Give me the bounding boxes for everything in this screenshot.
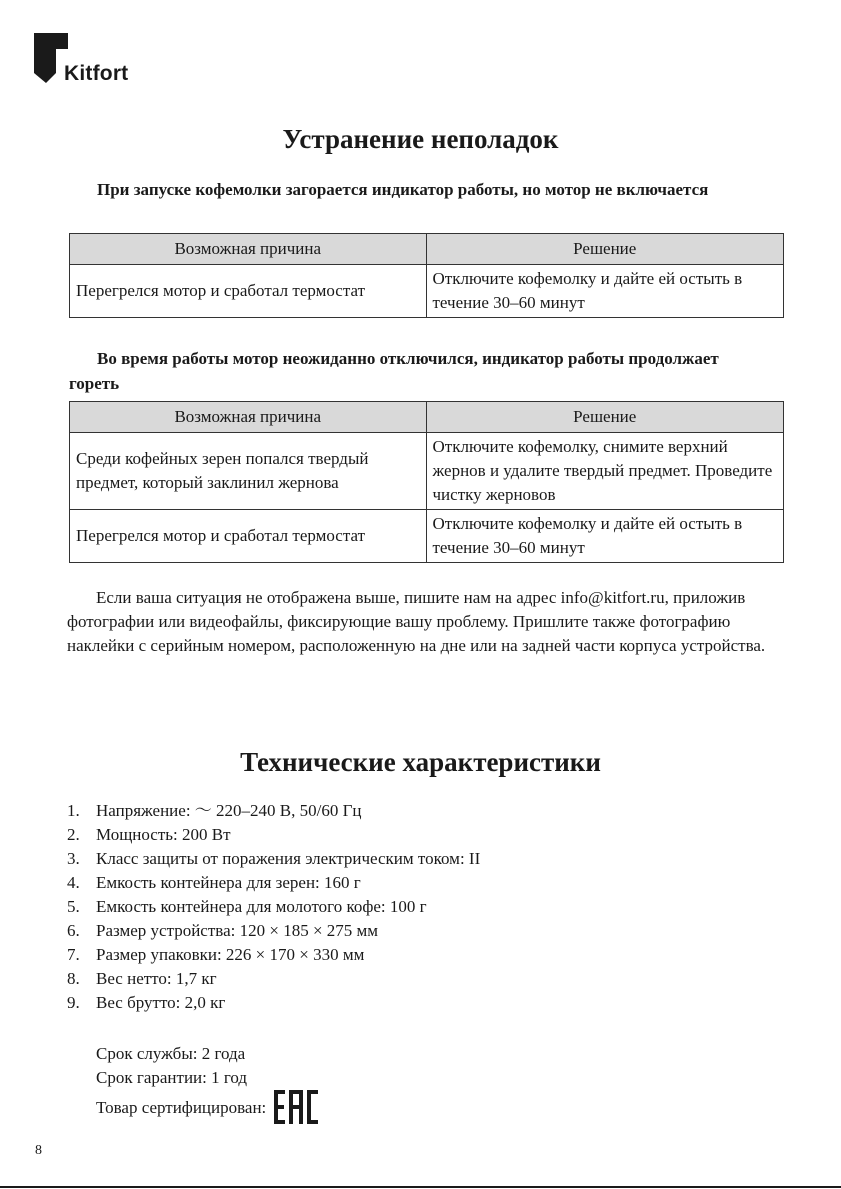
troubleshooting-table [69,401,784,563]
page-number: 8 [35,1143,42,1158]
list-item: 6. Размер устройства: 120 × 185 × 275 мм [67,921,379,940]
eac-mark-icon [274,1090,318,1124]
troubleshooting-title: Устранение неполадок [282,124,559,154]
table-row [70,433,784,510]
column-header-solution: Решение [426,402,784,433]
list-item: 7. Размер упаковки: 226 × 170 × 330 мм [67,945,365,964]
solution-cell: Отключите кофемолку и дайте ей остыть в течение 30–60 минут [426,510,784,563]
warranty-period: Срок гарантии: 1 год [96,1068,248,1087]
service-life: Срок службы: 2 года [96,1044,246,1063]
specifications-list [67,799,480,1015]
divider [0,1186,841,1188]
table-row [70,265,784,318]
list-item: 5. Емкость контейнера для молотого кофе: 100 г [67,897,427,916]
list-item: 4. Емкость контейнера для зерен: 160 г [67,873,361,892]
table-header-row [70,402,784,433]
column-header-cause: Возможная причина [70,234,427,265]
issue-heading: Во время работы мотор неожиданно отключился, индикатор работы продолжает гореть [69,349,719,393]
specifications-title: Технические характеристики [240,747,601,777]
certification-row [96,1090,318,1120]
solution-cell: Отключите кофемолку, снимите верхний жернов и удалите твердый предмет. Проведите чистку жерновов [426,433,784,510]
list-item: 2. Мощность: 200 Вт [67,825,231,844]
certification-label: Товар сертифицирован: [96,1098,267,1117]
table-header-row [70,234,784,265]
table-row [70,510,784,563]
list-item: 1. Напряжение: ～ 220–240 В, 50/60 Гц [67,801,362,820]
cause-cell: Перегрелся мотор и сработал термостат [70,510,427,563]
list-item: 8. Вес нетто: 1,7 кг [67,969,217,988]
column-header-solution: Решение [426,234,784,265]
cause-cell: Перегрелся мотор и сработал термостат [70,265,427,318]
service-info [96,1042,318,1120]
contact-paragraph: Если ваша ситуация не отображена выше, пишите нам на адрес info@kitfort.ru, приложив фотографии или видеофайлы, фиксирующие вашу проблему. Пришлите также фотографию наклейки с серийным номером, расположенную на дне или на задней части корпуса устройства. [67,588,766,655]
list-item: 3. Класс защиты от поражения электрическим током: II [67,849,481,868]
brand-name: Kitfort [64,62,129,85]
troubleshooting-table [69,233,784,318]
solution-cell: Отключите кофемолку и дайте ей остыть в течение 30–60 минут [426,265,784,318]
list-item: 9. Вес брутто: 2,0 кг [67,993,226,1012]
column-header-cause: Возможная причина [70,402,427,433]
cause-cell: Среди кофейных зерен попался твердый предмет, который заклинил жернова [70,433,427,510]
issue-heading: При запуске кофемолки загорается индикатор работы, но мотор не включается [97,180,709,199]
